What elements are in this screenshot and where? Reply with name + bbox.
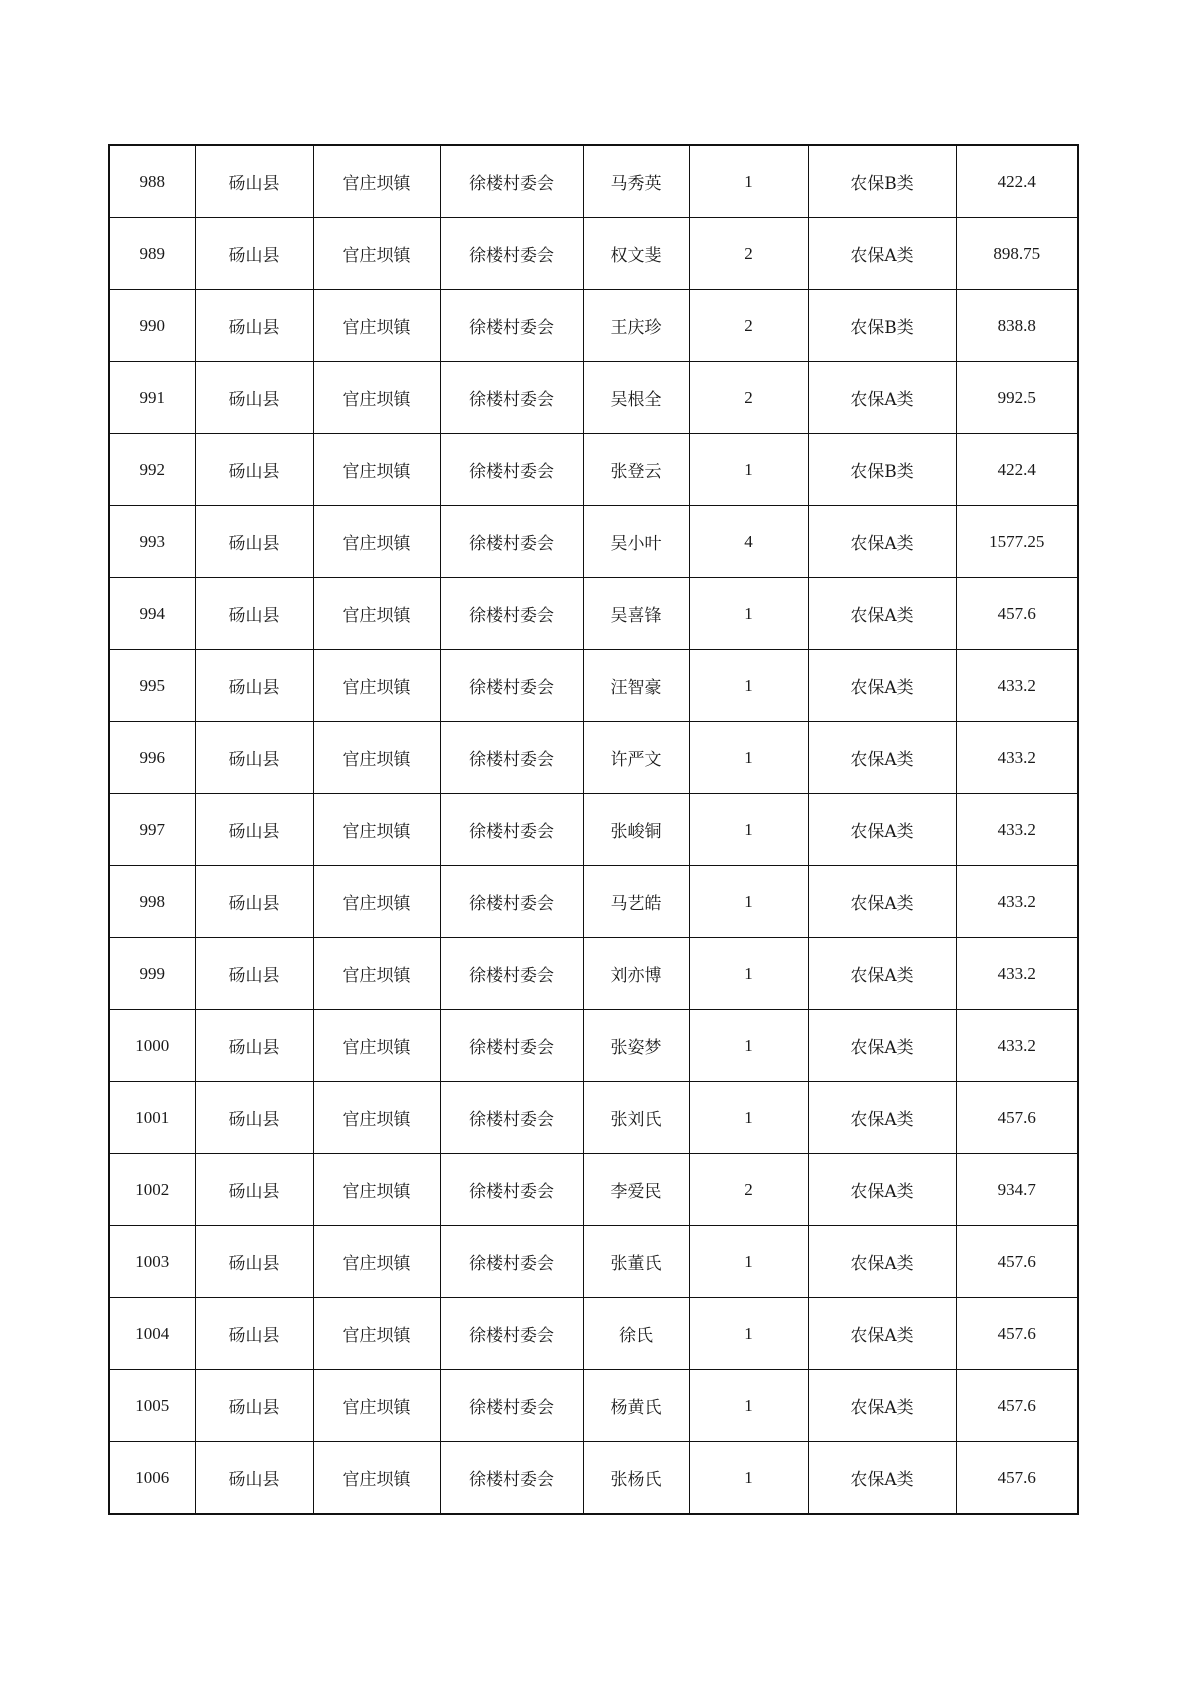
table-body bbox=[109, 145, 1078, 1514]
name-cell: 权文斐 bbox=[583, 218, 689, 290]
amount-cell: 1577.25 bbox=[956, 506, 1078, 578]
household-count-cell: 1 bbox=[689, 578, 808, 650]
data-table bbox=[108, 144, 1079, 1515]
amount-cell: 457.6 bbox=[956, 1082, 1078, 1154]
table-row bbox=[109, 506, 1078, 578]
category-cell: 农保A类 bbox=[808, 362, 956, 434]
town-cell: 官庄坝镇 bbox=[313, 722, 440, 794]
village-committee-cell: 徐楼村委会 bbox=[440, 506, 583, 578]
name-cell: 张杨氏 bbox=[583, 1442, 689, 1515]
village-committee-cell: 徐楼村委会 bbox=[440, 434, 583, 506]
row-number-cell: 996 bbox=[109, 722, 195, 794]
town-cell: 官庄坝镇 bbox=[313, 938, 440, 1010]
county-cell: 砀山县 bbox=[195, 650, 313, 722]
name-cell: 吴小叶 bbox=[583, 506, 689, 578]
household-count-cell: 1 bbox=[689, 1298, 808, 1370]
row-number-cell: 1004 bbox=[109, 1298, 195, 1370]
town-cell: 官庄坝镇 bbox=[313, 1370, 440, 1442]
village-committee-cell: 徐楼村委会 bbox=[440, 1154, 583, 1226]
name-cell: 许严文 bbox=[583, 722, 689, 794]
village-committee-cell: 徐楼村委会 bbox=[440, 1082, 583, 1154]
row-number-cell: 992 bbox=[109, 434, 195, 506]
household-count-cell: 2 bbox=[689, 362, 808, 434]
county-cell: 砀山县 bbox=[195, 1442, 313, 1515]
village-committee-cell: 徐楼村委会 bbox=[440, 218, 583, 290]
row-number-cell: 997 bbox=[109, 794, 195, 866]
village-committee-cell: 徐楼村委会 bbox=[440, 290, 583, 362]
row-number-cell: 999 bbox=[109, 938, 195, 1010]
category-cell: 农保A类 bbox=[808, 938, 956, 1010]
category-cell: 农保A类 bbox=[808, 578, 956, 650]
row-number-cell: 1003 bbox=[109, 1226, 195, 1298]
category-cell: 农保A类 bbox=[808, 722, 956, 794]
amount-cell: 433.2 bbox=[956, 1010, 1078, 1082]
village-committee-cell: 徐楼村委会 bbox=[440, 1442, 583, 1515]
amount-cell: 992.5 bbox=[956, 362, 1078, 434]
table-row bbox=[109, 1370, 1078, 1442]
table-row bbox=[109, 794, 1078, 866]
town-cell: 官庄坝镇 bbox=[313, 866, 440, 938]
town-cell: 官庄坝镇 bbox=[313, 218, 440, 290]
county-cell: 砀山县 bbox=[195, 290, 313, 362]
village-committee-cell: 徐楼村委会 bbox=[440, 1010, 583, 1082]
household-count-cell: 2 bbox=[689, 218, 808, 290]
category-cell: 农保A类 bbox=[808, 866, 956, 938]
village-committee-cell: 徐楼村委会 bbox=[440, 362, 583, 434]
name-cell: 张董氏 bbox=[583, 1226, 689, 1298]
county-cell: 砀山县 bbox=[195, 578, 313, 650]
household-count-cell: 1 bbox=[689, 1226, 808, 1298]
amount-cell: 433.2 bbox=[956, 650, 1078, 722]
county-cell: 砀山县 bbox=[195, 362, 313, 434]
table-row bbox=[109, 218, 1078, 290]
household-count-cell: 2 bbox=[689, 290, 808, 362]
category-cell: 农保A类 bbox=[808, 1082, 956, 1154]
name-cell: 马秀英 bbox=[583, 145, 689, 218]
name-cell: 刘亦博 bbox=[583, 938, 689, 1010]
village-committee-cell: 徐楼村委会 bbox=[440, 722, 583, 794]
household-count-cell: 2 bbox=[689, 1154, 808, 1226]
town-cell: 官庄坝镇 bbox=[313, 1298, 440, 1370]
village-committee-cell: 徐楼村委会 bbox=[440, 1298, 583, 1370]
category-cell: 农保A类 bbox=[808, 1370, 956, 1442]
category-cell: 农保A类 bbox=[808, 1010, 956, 1082]
table-row bbox=[109, 650, 1078, 722]
table-row bbox=[109, 1010, 1078, 1082]
household-count-cell: 1 bbox=[689, 794, 808, 866]
household-count-cell: 1 bbox=[689, 145, 808, 218]
amount-cell: 422.4 bbox=[956, 145, 1078, 218]
household-count-cell: 1 bbox=[689, 1442, 808, 1515]
name-cell: 李爱民 bbox=[583, 1154, 689, 1226]
county-cell: 砀山县 bbox=[195, 1226, 313, 1298]
amount-cell: 457.6 bbox=[956, 1298, 1078, 1370]
name-cell: 杨黄氏 bbox=[583, 1370, 689, 1442]
row-number-cell: 994 bbox=[109, 578, 195, 650]
name-cell: 汪智豪 bbox=[583, 650, 689, 722]
amount-cell: 838.8 bbox=[956, 290, 1078, 362]
name-cell: 马艺皓 bbox=[583, 866, 689, 938]
category-cell: 农保A类 bbox=[808, 1298, 956, 1370]
category-cell: 农保B类 bbox=[808, 290, 956, 362]
county-cell: 砀山县 bbox=[195, 1370, 313, 1442]
row-number-cell: 988 bbox=[109, 145, 195, 218]
category-cell: 农保A类 bbox=[808, 1442, 956, 1515]
table-row bbox=[109, 145, 1078, 218]
village-committee-cell: 徐楼村委会 bbox=[440, 1370, 583, 1442]
category-cell: 农保A类 bbox=[808, 506, 956, 578]
county-cell: 砀山县 bbox=[195, 434, 313, 506]
village-committee-cell: 徐楼村委会 bbox=[440, 1226, 583, 1298]
village-committee-cell: 徐楼村委会 bbox=[440, 794, 583, 866]
row-number-cell: 993 bbox=[109, 506, 195, 578]
amount-cell: 433.2 bbox=[956, 866, 1078, 938]
amount-cell: 433.2 bbox=[956, 794, 1078, 866]
name-cell: 张刘氏 bbox=[583, 1082, 689, 1154]
amount-cell: 422.4 bbox=[956, 434, 1078, 506]
village-committee-cell: 徐楼村委会 bbox=[440, 938, 583, 1010]
table-row bbox=[109, 290, 1078, 362]
household-count-cell: 1 bbox=[689, 650, 808, 722]
name-cell: 吴喜锋 bbox=[583, 578, 689, 650]
village-committee-cell: 徐楼村委会 bbox=[440, 866, 583, 938]
household-count-cell: 1 bbox=[689, 866, 808, 938]
row-number-cell: 991 bbox=[109, 362, 195, 434]
table-row bbox=[109, 722, 1078, 794]
county-cell: 砀山县 bbox=[195, 218, 313, 290]
town-cell: 官庄坝镇 bbox=[313, 506, 440, 578]
county-cell: 砀山县 bbox=[195, 1010, 313, 1082]
row-number-cell: 1002 bbox=[109, 1154, 195, 1226]
category-cell: 农保A类 bbox=[808, 794, 956, 866]
row-number-cell: 1000 bbox=[109, 1010, 195, 1082]
table-row bbox=[109, 434, 1078, 506]
row-number-cell: 998 bbox=[109, 866, 195, 938]
amount-cell: 457.6 bbox=[956, 578, 1078, 650]
table-row bbox=[109, 1298, 1078, 1370]
household-count-cell: 1 bbox=[689, 1010, 808, 1082]
household-count-cell: 1 bbox=[689, 1082, 808, 1154]
town-cell: 官庄坝镇 bbox=[313, 434, 440, 506]
village-committee-cell: 徐楼村委会 bbox=[440, 650, 583, 722]
amount-cell: 433.2 bbox=[956, 722, 1078, 794]
town-cell: 官庄坝镇 bbox=[313, 1082, 440, 1154]
name-cell: 张姿梦 bbox=[583, 1010, 689, 1082]
town-cell: 官庄坝镇 bbox=[313, 1226, 440, 1298]
town-cell: 官庄坝镇 bbox=[313, 1010, 440, 1082]
county-cell: 砀山县 bbox=[195, 794, 313, 866]
household-count-cell: 1 bbox=[689, 434, 808, 506]
amount-cell: 934.7 bbox=[956, 1154, 1078, 1226]
row-number-cell: 989 bbox=[109, 218, 195, 290]
row-number-cell: 1006 bbox=[109, 1442, 195, 1515]
household-count-cell: 1 bbox=[689, 938, 808, 1010]
county-cell: 砀山县 bbox=[195, 938, 313, 1010]
town-cell: 官庄坝镇 bbox=[313, 362, 440, 434]
town-cell: 官庄坝镇 bbox=[313, 1442, 440, 1515]
name-cell: 吴根全 bbox=[583, 362, 689, 434]
row-number-cell: 995 bbox=[109, 650, 195, 722]
category-cell: 农保A类 bbox=[808, 650, 956, 722]
table-row bbox=[109, 1154, 1078, 1226]
village-committee-cell: 徐楼村委会 bbox=[440, 578, 583, 650]
county-cell: 砀山县 bbox=[195, 145, 313, 218]
name-cell: 徐氏 bbox=[583, 1298, 689, 1370]
name-cell: 王庆珍 bbox=[583, 290, 689, 362]
category-cell: 农保B类 bbox=[808, 434, 956, 506]
table-row bbox=[109, 1442, 1078, 1515]
category-cell: 农保A类 bbox=[808, 218, 956, 290]
town-cell: 官庄坝镇 bbox=[313, 650, 440, 722]
amount-cell: 457.6 bbox=[956, 1226, 1078, 1298]
county-cell: 砀山县 bbox=[195, 1082, 313, 1154]
county-cell: 砀山县 bbox=[195, 506, 313, 578]
amount-cell: 898.75 bbox=[956, 218, 1078, 290]
table-row bbox=[109, 1082, 1078, 1154]
row-number-cell: 990 bbox=[109, 290, 195, 362]
household-count-cell: 1 bbox=[689, 1370, 808, 1442]
name-cell: 张峻铜 bbox=[583, 794, 689, 866]
town-cell: 官庄坝镇 bbox=[313, 290, 440, 362]
category-cell: 农保A类 bbox=[808, 1226, 956, 1298]
name-cell: 张登云 bbox=[583, 434, 689, 506]
county-cell: 砀山县 bbox=[195, 1154, 313, 1226]
category-cell: 农保A类 bbox=[808, 1154, 956, 1226]
county-cell: 砀山县 bbox=[195, 866, 313, 938]
household-count-cell: 4 bbox=[689, 506, 808, 578]
amount-cell: 457.6 bbox=[956, 1442, 1078, 1515]
table-row bbox=[109, 1226, 1078, 1298]
table-row bbox=[109, 866, 1078, 938]
amount-cell: 433.2 bbox=[956, 938, 1078, 1010]
table-row bbox=[109, 578, 1078, 650]
town-cell: 官庄坝镇 bbox=[313, 794, 440, 866]
row-number-cell: 1005 bbox=[109, 1370, 195, 1442]
category-cell: 农保B类 bbox=[808, 145, 956, 218]
town-cell: 官庄坝镇 bbox=[313, 1154, 440, 1226]
table-row bbox=[109, 362, 1078, 434]
row-number-cell: 1001 bbox=[109, 1082, 195, 1154]
household-count-cell: 1 bbox=[689, 722, 808, 794]
county-cell: 砀山县 bbox=[195, 722, 313, 794]
amount-cell: 457.6 bbox=[956, 1370, 1078, 1442]
county-cell: 砀山县 bbox=[195, 1298, 313, 1370]
town-cell: 官庄坝镇 bbox=[313, 578, 440, 650]
town-cell: 官庄坝镇 bbox=[313, 145, 440, 218]
village-committee-cell: 徐楼村委会 bbox=[440, 145, 583, 218]
table-row bbox=[109, 938, 1078, 1010]
